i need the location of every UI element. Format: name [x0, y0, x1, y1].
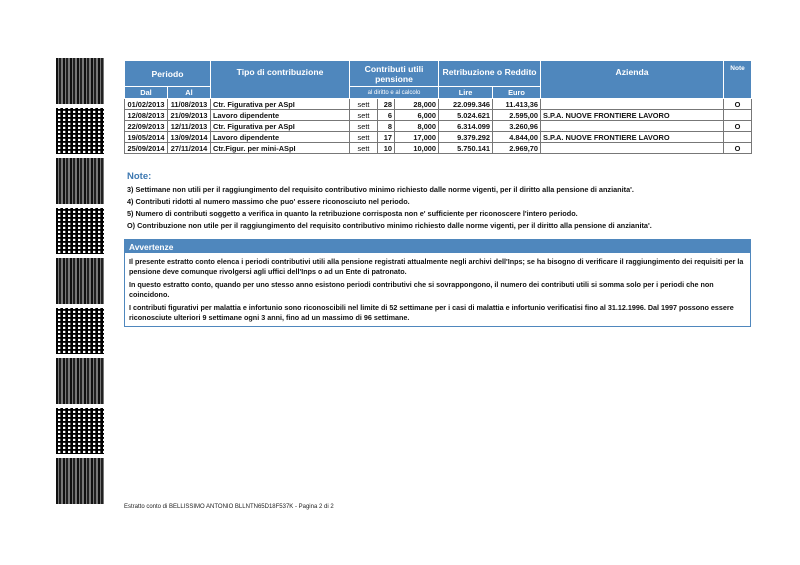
cell-euro: 11.413,36: [493, 99, 541, 110]
cell-dal: 01/02/2013: [125, 99, 168, 110]
cell-euro: 3.260,96: [493, 121, 541, 132]
cell-note: O: [724, 143, 752, 154]
cell-azienda: S.P.A. NUOVE FRONTIERE LAVORO: [541, 110, 724, 121]
header-dal: Dal: [125, 87, 168, 99]
cell-diritto: 28: [378, 99, 395, 110]
barcode-image: [56, 208, 104, 254]
cell-euro: 2.969,70: [493, 143, 541, 154]
cell-unit: sett: [350, 121, 378, 132]
header-periodo: Periodo: [125, 61, 211, 87]
cell-note: [724, 110, 752, 121]
barcode-image: [56, 108, 104, 154]
table-row: [125, 143, 752, 154]
cell-azienda: [541, 99, 724, 110]
avvertenze-title: Avvertenze: [125, 240, 750, 253]
cell-tipo: Lavoro dipendente: [211, 132, 350, 143]
cell-calcolo: 10,000: [395, 143, 439, 154]
cell-calcolo: 28,000: [395, 99, 439, 110]
cell-calcolo: 8,000: [395, 121, 439, 132]
barcode-image: [56, 58, 104, 104]
avvertenze-paragraph: In questo estratto conto, quando per uno stesso anno esistono periodi contributivi che si sovrappongono, il numero dei contributi utili si somma solo per i periodi che non coincidono.: [129, 280, 714, 299]
header-lire: Lire: [439, 87, 493, 99]
cell-diritto: 8: [378, 121, 395, 132]
header-retribuzione: Retribuzione o Reddito: [439, 61, 541, 87]
barcode-image: [56, 158, 104, 204]
header-tipo: Tipo di contribuzione: [211, 61, 350, 99]
cell-lire: 5.750.141: [439, 143, 493, 154]
table-row: [125, 110, 752, 121]
header-euro: Euro: [493, 87, 541, 99]
cell-lire: 5.024.621: [439, 110, 493, 121]
header-contributi-sub: al diritto e al calcolo: [350, 87, 439, 99]
note-item: 5) Numero di contributi soggetto a verifica in quanto la retribuzione corrisposta non e' sufficiente per riconoscere l'intero periodo.: [127, 209, 578, 218]
cell-unit: sett: [350, 99, 378, 110]
barcode-image: [56, 408, 104, 454]
cell-euro: 4.844,00: [493, 132, 541, 143]
cell-calcolo: 6,000: [395, 110, 439, 121]
cell-diritto: 6: [378, 110, 395, 121]
table-row: [125, 132, 752, 143]
cell-dal: 12/08/2013: [125, 110, 168, 121]
barcode-strip: [56, 58, 104, 508]
cell-dal: 22/09/2013: [125, 121, 168, 132]
cell-euro: 2.595,00: [493, 110, 541, 121]
cell-lire: 6.314.099: [439, 121, 493, 132]
note-item: 4) Contributi ridotti al numero massimo che puo' essere riconosciuto nel periodo.: [127, 197, 410, 206]
cell-unit: sett: [350, 110, 378, 121]
cell-unit: sett: [350, 143, 378, 154]
table-row: [125, 99, 752, 110]
cell-dal: 25/09/2014: [125, 143, 168, 154]
cell-calcolo: 17,000: [395, 132, 439, 143]
avvertenze-body: [125, 253, 750, 330]
cell-lire: 22.099.346: [439, 99, 493, 110]
cell-al: 13/09/2014: [168, 132, 211, 143]
barcode-image: [56, 358, 104, 404]
header-contributi: Contributi utili pensione: [350, 61, 439, 87]
cell-azienda: S.P.A. NUOVE FRONTIERE LAVORO: [541, 132, 724, 143]
cell-tipo: Ctr. Figurativa per ASpI: [211, 99, 350, 110]
table-row: [125, 121, 752, 132]
avvertenze-paragraph: Il presente estratto conto elenca i periodi contributivi utili alla pensione registrati attualmente negli archivi dell'Inps; se ha bisogno di verificare il raggiungimento dei requisiti per la pensione deve comunque rivolgersi agli uffici dell'Inps o ad un Ente di patronato.: [129, 257, 744, 276]
cell-lire: 9.379.292: [439, 132, 493, 143]
cell-note: O: [724, 121, 752, 132]
contributions-table: [124, 60, 752, 154]
header-azienda: Azienda: [541, 61, 724, 99]
cell-tipo: Lavoro dipendente: [211, 110, 350, 121]
cell-note: [724, 132, 752, 143]
cell-diritto: 17: [378, 132, 395, 143]
cell-tipo: Ctr.Figur. per mini-ASpI: [211, 143, 350, 154]
cell-tipo: Ctr. Figurativa per ASpI: [211, 121, 350, 132]
barcode-image: [56, 308, 104, 354]
barcode-image: [56, 258, 104, 304]
cell-al: 11/08/2013: [168, 99, 211, 110]
cell-azienda: [541, 121, 724, 132]
cell-dal: 19/05/2014: [125, 132, 168, 143]
cell-note: O: [724, 99, 752, 110]
avvertenze-box: [124, 239, 751, 327]
cell-azienda: [541, 143, 724, 154]
cell-al: 21/09/2013: [168, 110, 211, 121]
note-item: O) Contribuzione non utile per il raggiungimento del requisito contributivo minimo richiesto dalle norme vigenti, per il diritto alla pensione di anzianita'.: [127, 221, 652, 230]
notes-title: Note:: [127, 171, 152, 182]
notes-list: [127, 184, 652, 232]
cell-diritto: 10: [378, 143, 395, 154]
cell-unit: sett: [350, 132, 378, 143]
page-footer: Estratto conto di BELLISSIMO ANTONIO BLLNTN65D18F537K - Pagina 2 di 2: [124, 504, 334, 510]
barcode-image: [56, 458, 104, 504]
note-item: 3) Settimane non utili per il raggiungimento del requisito contributivo minimo richiesto dalle norme vigenti, per il diritto alla pensione di anzianita'.: [127, 185, 634, 194]
cell-al: 27/11/2014: [168, 143, 211, 154]
header-al: Al: [168, 87, 211, 99]
avvertenze-paragraph: I contributi figurativi per malattia e infortunio sono riconoscibili nel limite di 52 settimane per i casi di malattia e infortunio verificatisi fino al 31.12.1996. Dal 1997 possono essere riconosciute ulteriori 9 settimane ogni 3 anni, fino ad un massimo di 96 settimane.: [129, 303, 734, 322]
cell-al: 12/11/2013: [168, 121, 211, 132]
header-note: Note: [724, 61, 752, 99]
